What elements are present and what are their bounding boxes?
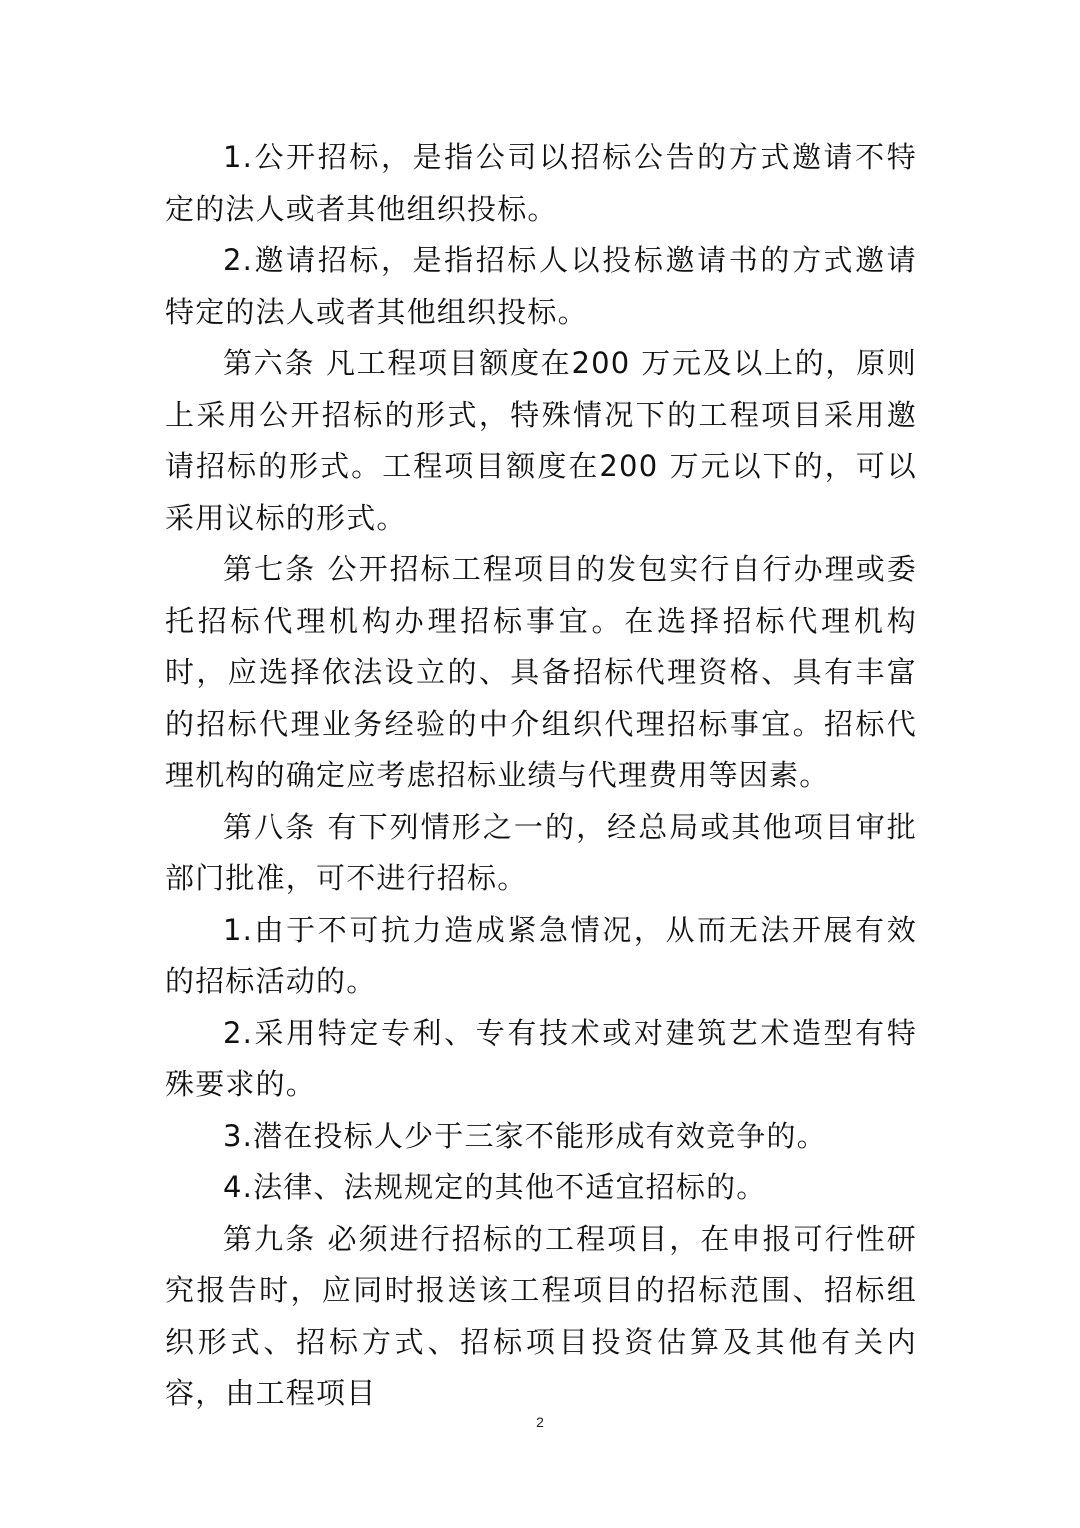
paragraph-exception-2: 2.采用特定专利、专有技术或对建筑艺术造型有特殊要求的。 <box>165 1015 917 1101</box>
paragraph-article-9: 第九条 必须进行招标的工程项目，在申报可行性研究报告时，应同时报送该工程项目的招标范围、招标组织形式、招标方式、招标项目投资估算及其他有关内容，由工程项目 <box>165 1221 917 1410</box>
paragraph-article-6: 第六条 凡工程项目额度在200 万元及以上的，原则上采用公开招标的形式，特殊情况下的工程项目采用邀请招标的形式。工程项目额度在200 万元以下的，可以采用议标的形式。 <box>165 346 917 535</box>
paragraph-article-8: 第八条 有下列情形之一的，经总局或其他项目审批部门批准，可不进行招标。 <box>165 809 917 895</box>
paragraph-exception-1: 1.由于不可抗力造成紧急情况，从而无法开展有效的招标活动的。 <box>165 912 917 998</box>
paragraph-public-tender: 1.公开招标，是指公司以招标公告的方式邀请不特定的法人或者其他组织投标。 <box>165 140 917 226</box>
paragraph-exception-3: 3.潜在投标人少于三家不能形成有效竞争的。 <box>223 1118 827 1153</box>
paragraph-article-7: 第七条 公开招标工程项目的发包实行自行办理或委托招标代理机构办理招标事宜。在选择招标代理机构时，应选择依法设立的、具备招标代理资格、具有丰富的招标代理业务经验的中介组织代理招标事宜。招标代理机构的确定应考虑招标业绩与代理费用等因素。 <box>165 552 917 792</box>
paragraph-invited-tender: 2.邀请招标，是指招标人以投标邀请书的方式邀请特定的法人或者其他组织投标。 <box>165 243 917 329</box>
page-number: 2 <box>536 1414 544 1430</box>
paragraph-exception-4: 4.法律、法规规定的其他不适宜招标的。 <box>223 1170 767 1204</box>
document-body <box>165 132 917 1420</box>
